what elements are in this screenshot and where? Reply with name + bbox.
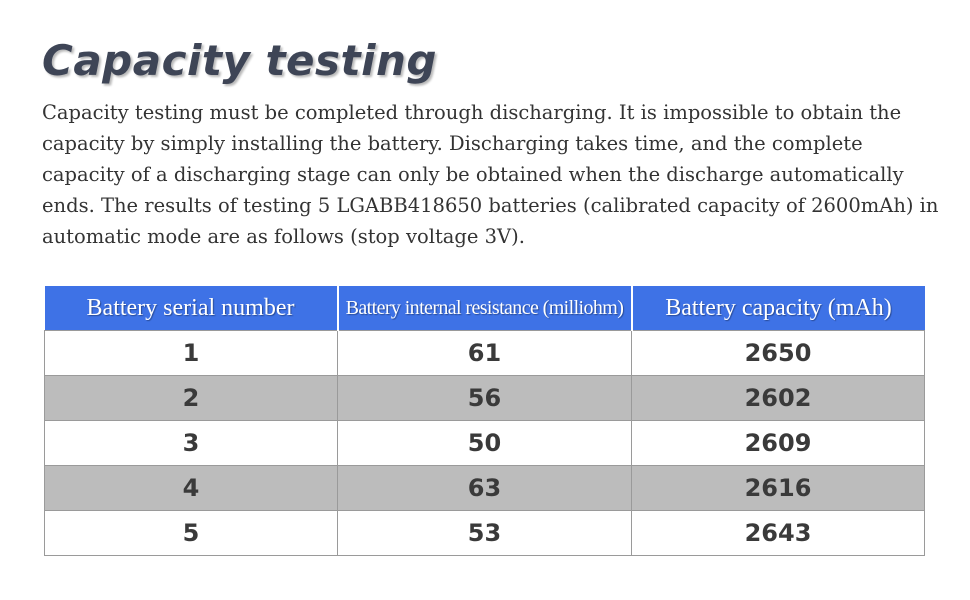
table-row [45, 466, 925, 511]
results-table [44, 286, 925, 556]
cell-capacity: 2609 [632, 421, 925, 466]
cell-serial: 2 [45, 376, 338, 421]
cell-serial: 4 [45, 466, 338, 511]
cell-serial: 1 [45, 331, 338, 376]
cell-resistance: 56 [338, 376, 632, 421]
results-table-container [44, 286, 924, 556]
cell-resistance: 53 [338, 511, 632, 556]
cell-resistance: 63 [338, 466, 632, 511]
table-row [45, 376, 925, 421]
cell-capacity: 2602 [632, 376, 925, 421]
header-serial-number: Battery serial number [45, 286, 338, 331]
table-row [45, 511, 925, 556]
cell-resistance: 61 [338, 331, 632, 376]
cell-resistance: 50 [338, 421, 632, 466]
cell-serial: 3 [45, 421, 338, 466]
table-row [45, 331, 925, 376]
cell-capacity: 2616 [632, 466, 925, 511]
cell-serial: 5 [45, 511, 338, 556]
header-capacity: Battery capacity (mAh) [632, 286, 925, 331]
header-internal-resistance: Battery internal resistance (milliohm) [338, 286, 632, 331]
table-row [45, 421, 925, 466]
page-title: Capacity testing [42, 36, 437, 85]
table-header-row [45, 286, 925, 331]
description-paragraph: Capacity testing must be completed through discharging. It is impossible to obtain the capacity by simply installing the battery. Discharging takes time, and the complete capacity of a discharging stage can only be obtained when the discharge automatically ends. The results of testing 5 LGABB418650 batteries (calibrated capacity of 2600mAh) in automatic mode are as follows (stop voltage 3V). [42, 101, 939, 248]
cell-capacity: 2643 [632, 511, 925, 556]
cell-capacity: 2650 [632, 331, 925, 376]
